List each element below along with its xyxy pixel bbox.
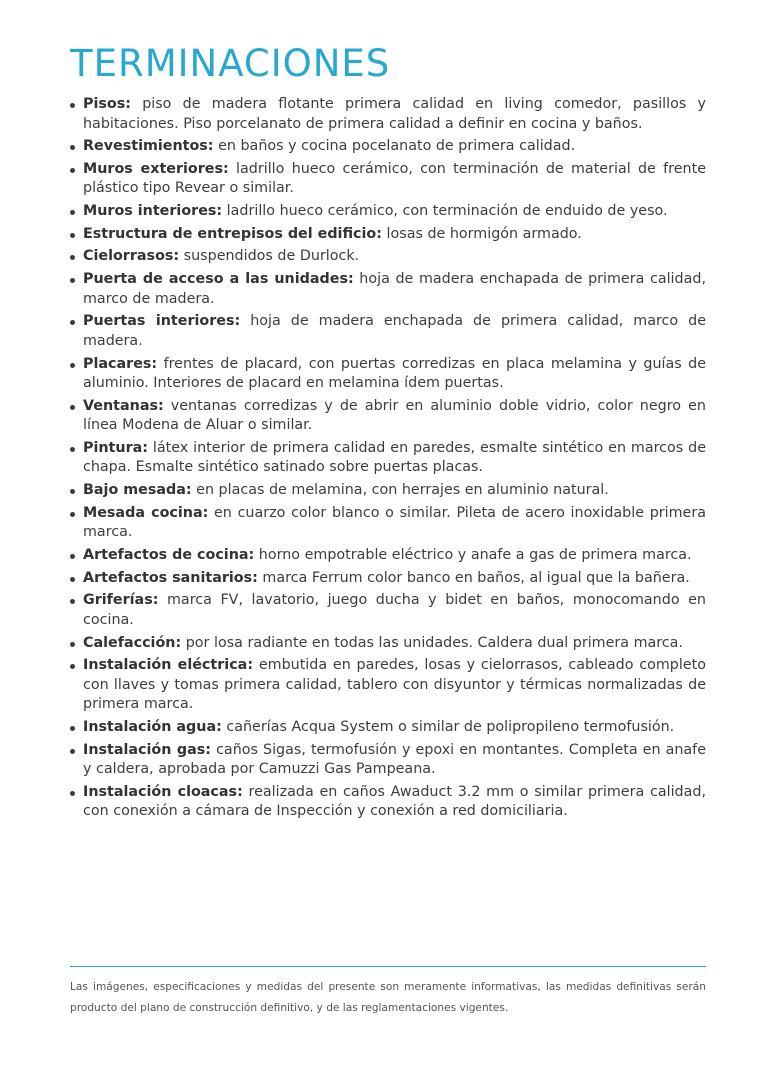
list-item (70, 634, 706, 654)
list-item (70, 225, 706, 245)
page-title: TERMINACIONES (70, 42, 391, 85)
spec-label: Placares: (83, 355, 158, 372)
bullet-icon (70, 577, 75, 582)
spec-text: ladrillo hueco cerámico, con terminación de material de frente plástico tipo Revear o similar. (83, 160, 707, 197)
spec-text: hoja de madera enchapada de primera calidad, marco de madera. (83, 271, 706, 307)
list-item (70, 397, 706, 436)
list-item (70, 202, 706, 222)
bullet-icon (70, 145, 75, 150)
spec-text: hoja de madera enchapada de primera calidad, marco de madera. (83, 313, 706, 349)
spec-text: cañerías Acqua System o similar de polipropileno termofusión. (221, 718, 675, 735)
spec-label: Instalación cloacas: (83, 783, 243, 800)
list-item (70, 137, 706, 157)
list-item (70, 312, 706, 351)
spec-list (70, 95, 706, 825)
spec-text: caños Sigas, termofusión y epoxi en montantes. Completa en anafe y caldera, aprobada por Camuzzi Gas Pampeana. (83, 741, 706, 778)
spec-label: Puerta de acceso a las unidades: (83, 271, 354, 288)
spec-text: en baños y cocina pocelanato de primera calidad. (213, 138, 576, 155)
spec-label: Pintura: (83, 439, 148, 456)
spec-text: marca FV, lavatorio, juego ducha y bidet en baños, monocomando en cocina. (83, 592, 706, 628)
list-item (70, 355, 706, 394)
spec-text: suspendidos de Durlock. (179, 248, 360, 265)
spec-text: en cuarzo color blanco o similar. Pileta de acero inoxidable primera marca. (83, 504, 706, 541)
bullet-icon (70, 599, 75, 604)
list-item (70, 656, 706, 715)
bullet-icon (70, 664, 75, 669)
spec-text: frentes de placard, con puertas corredizas en placa melamina y guías de aluminio. Interiores de placard en melamina ídem puertas. (83, 355, 706, 391)
bullet-icon (70, 512, 75, 517)
list-item (70, 270, 706, 309)
bullet-icon (70, 255, 75, 260)
spec-label: Muros interiores: (83, 203, 223, 220)
list-item (70, 546, 706, 566)
footer-divider (70, 966, 706, 967)
spec-label: Muros exteriores: (83, 160, 229, 177)
list-item (70, 591, 706, 630)
spec-text: en placas de melamina, con herrajes en aluminio natural. (191, 482, 609, 499)
spec-text: ventanas corredizas y de abrir en aluminio doble vidrio, color negro en línea Modena de Aluar o similar. (83, 397, 706, 434)
list-item (70, 741, 706, 780)
bullet-icon (70, 554, 75, 559)
bullet-icon (70, 363, 75, 368)
spec-label: Artefactos sanitarios: (83, 569, 258, 586)
list-item (70, 504, 706, 543)
spec-text: losas de hormigón armado. (381, 225, 582, 242)
spec-label: Cielorrasos: (83, 248, 180, 265)
spec-label: Mesada cocina: (83, 504, 209, 521)
spec-label: Instalación eléctrica: (83, 657, 254, 674)
spec-label: Calefacción: (83, 634, 182, 651)
spec-label: Instalación agua: (83, 718, 222, 735)
spec-text: realizada en caños Awaduct 3.2 mm o similar primera calidad, con conexión a cámara de Inspección y conexión a red domiciliaria. (83, 783, 706, 820)
spec-text: ladrillo hueco cerámico, con terminación de enduido de yeso. (222, 203, 668, 220)
bullet-icon (70, 278, 75, 283)
spec-label: Pisos: (83, 96, 131, 112)
list-item (70, 481, 706, 501)
spec-label: Puertas interiores: (83, 313, 241, 330)
spec-text: embutida en paredes, losas y cielorrasos, cableado completo con llaves y tomas primera calidad, tablero con disyuntor y térmicas normalizadas de primera marca. (83, 657, 706, 713)
spec-text: horno empotrable eléctrico y anafe a gas de primera marca. (254, 546, 692, 563)
bullet-icon (70, 168, 75, 173)
bullet-icon (70, 791, 75, 796)
spec-label: Artefactos de cocina: (83, 546, 255, 563)
spec-label: Bajo mesada: (83, 482, 192, 499)
list-item (70, 439, 706, 478)
bullet-icon (70, 210, 75, 215)
spec-label: Instalación gas: (83, 741, 212, 758)
spec-label: Estructura de entrepisos del edificio: (83, 225, 382, 242)
bullet-icon (70, 233, 75, 238)
bullet-icon (70, 642, 75, 647)
list-item (70, 569, 706, 589)
spec-text: marca Ferrum color banco en baños, al igual que la bañera. (257, 569, 690, 586)
spec-text: piso de madera flotante primera calidad en living comedor, pasillos y habitaciones. Piso porcelanato de primera calidad a definir en cocina y baños. (83, 96, 706, 132)
bullet-icon (70, 103, 75, 108)
bullet-icon (70, 726, 75, 731)
bullet-icon (70, 749, 75, 754)
spec-text: látex interior de primera calidad en paredes, esmalte sintético en marcos de chapa. Esmalte sintético satinado sobre puertas placas. (83, 439, 706, 476)
spec-label: Griferías: (83, 592, 159, 609)
list-item (70, 247, 706, 267)
list-item (70, 783, 706, 822)
list-item (70, 718, 706, 738)
spec-label: Ventanas: (83, 397, 164, 414)
disclaimer-text: Las imágenes, especificaciones y medidas del presente son meramente informativas, las medidas definitivas serán producto del plano de construcción definitivo, y de las reglamentaciones vigentes. (70, 981, 706, 1014)
spec-text: por losa radiante en todas las unidades. Caldera dual primera marca. (181, 634, 683, 651)
bullet-icon (70, 405, 75, 410)
bullet-icon (70, 489, 75, 494)
list-item (70, 95, 706, 134)
spec-label: Revestimientos: (83, 138, 214, 155)
bullet-icon (70, 320, 75, 325)
bullet-icon (70, 447, 75, 452)
list-item (70, 160, 706, 199)
